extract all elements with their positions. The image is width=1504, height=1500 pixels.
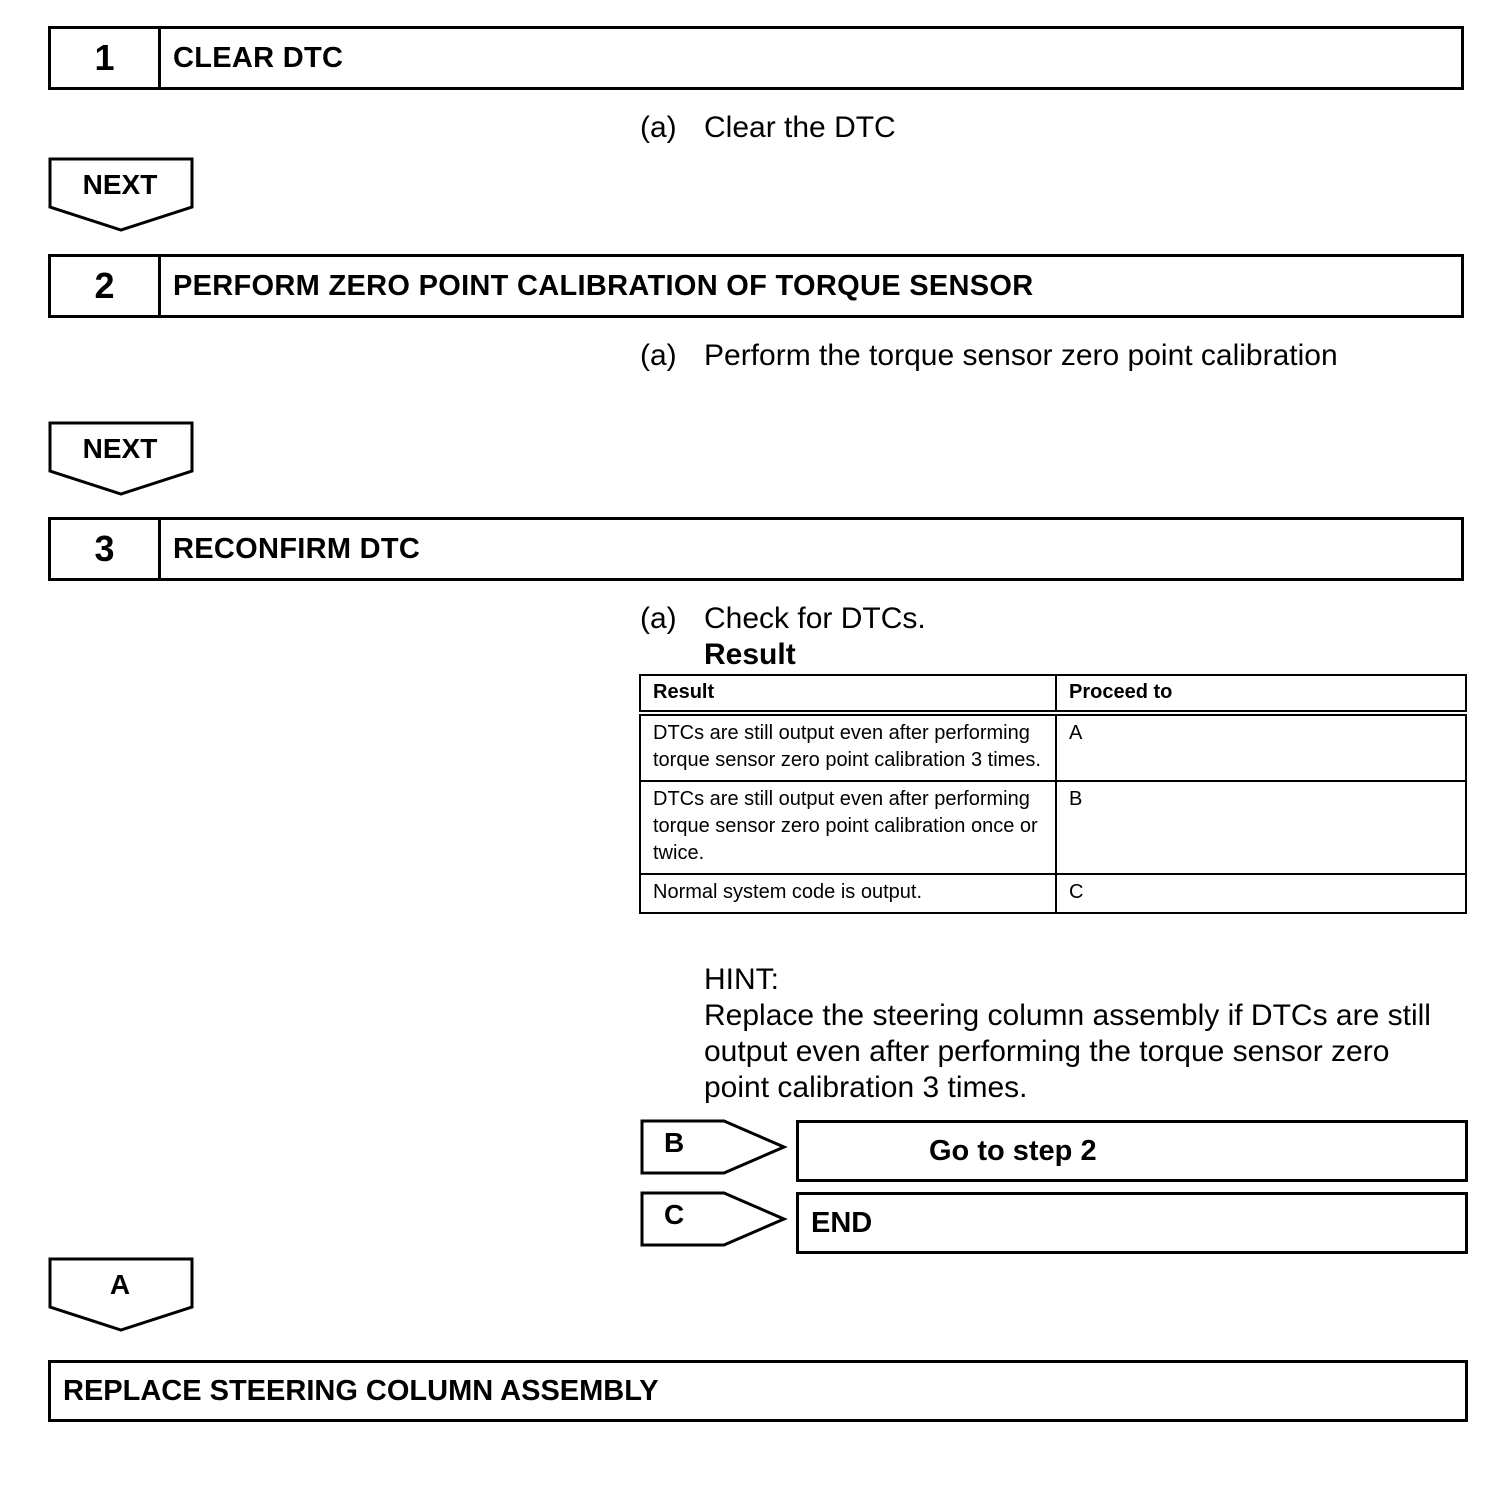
proceed-cell: C — [1056, 874, 1466, 913]
step-number: 2 — [51, 257, 161, 315]
instruction-text: Perform the torque sensor zero point calibration — [704, 339, 1338, 372]
branch-label: C — [664, 1199, 685, 1230]
next-tag-1 — [48, 157, 196, 233]
branch-action-b — [796, 1120, 1468, 1182]
sub-label: (a) — [640, 111, 677, 144]
result-cell: DTCs are still output even after performing torque sensor zero point calibration 3 times. — [640, 713, 1056, 781]
header-proceed: Proceed to — [1056, 675, 1466, 713]
hint-line: Replace the steering column assembly if DTCs are still — [704, 999, 1431, 1032]
instruction-text: Check for DTCs. — [704, 602, 926, 635]
branch-tag-b — [640, 1119, 790, 1179]
branch-arrow-icon — [640, 1191, 790, 1251]
hint-line: output even after performing the torque sensor zero — [704, 1035, 1390, 1068]
branch-label: B — [664, 1127, 685, 1158]
result-table — [639, 674, 1467, 914]
branch-arrow-icon — [640, 1119, 790, 1179]
instruction-text: Clear the DTC — [704, 111, 896, 144]
step-3-header — [48, 517, 1464, 581]
step-1-header — [48, 26, 1464, 90]
a-tag — [48, 1257, 196, 1333]
result-cell: DTCs are still output even after performing torque sensor zero point calibration once or twice. — [640, 781, 1056, 874]
result-cell: Normal system code is output. — [640, 874, 1056, 913]
step-number: 3 — [51, 520, 161, 578]
sub-label: (a) — [640, 339, 677, 372]
table-header-row — [640, 675, 1466, 713]
step-2-header — [48, 254, 1464, 318]
proceed-cell: B — [1056, 781, 1466, 874]
branch-action-text: Go to step 2 — [929, 1134, 1097, 1167]
table-row — [640, 874, 1466, 913]
result-heading-text: Result — [704, 638, 796, 671]
a-label: A — [109, 1269, 131, 1300]
table-row — [640, 713, 1466, 781]
sub-label: (a) — [640, 602, 677, 635]
next-label: NEXT — [82, 433, 158, 464]
step-title: CLEAR DTC — [173, 41, 344, 74]
next-tag-2 — [48, 421, 196, 497]
branch-action-text: END — [811, 1206, 873, 1239]
hint-line: point calibration 3 times. — [704, 1071, 1028, 1104]
proceed-cell: A — [1056, 713, 1466, 781]
header-result: Result — [640, 675, 1056, 713]
step-title: PERFORM ZERO POINT CALIBRATION OF TORQUE SENSOR — [173, 269, 1034, 302]
table-row — [640, 781, 1466, 874]
hint-label: HINT: — [704, 963, 779, 996]
step-number: 1 — [51, 29, 161, 87]
next-label: NEXT — [82, 169, 158, 200]
final-action-box — [48, 1360, 1468, 1422]
branch-tag-c — [640, 1191, 790, 1251]
final-action-text: REPLACE STEERING COLUMN ASSEMBLY — [63, 1374, 659, 1407]
branch-action-c — [796, 1192, 1468, 1254]
step-title: RECONFIRM DTC — [173, 532, 421, 565]
